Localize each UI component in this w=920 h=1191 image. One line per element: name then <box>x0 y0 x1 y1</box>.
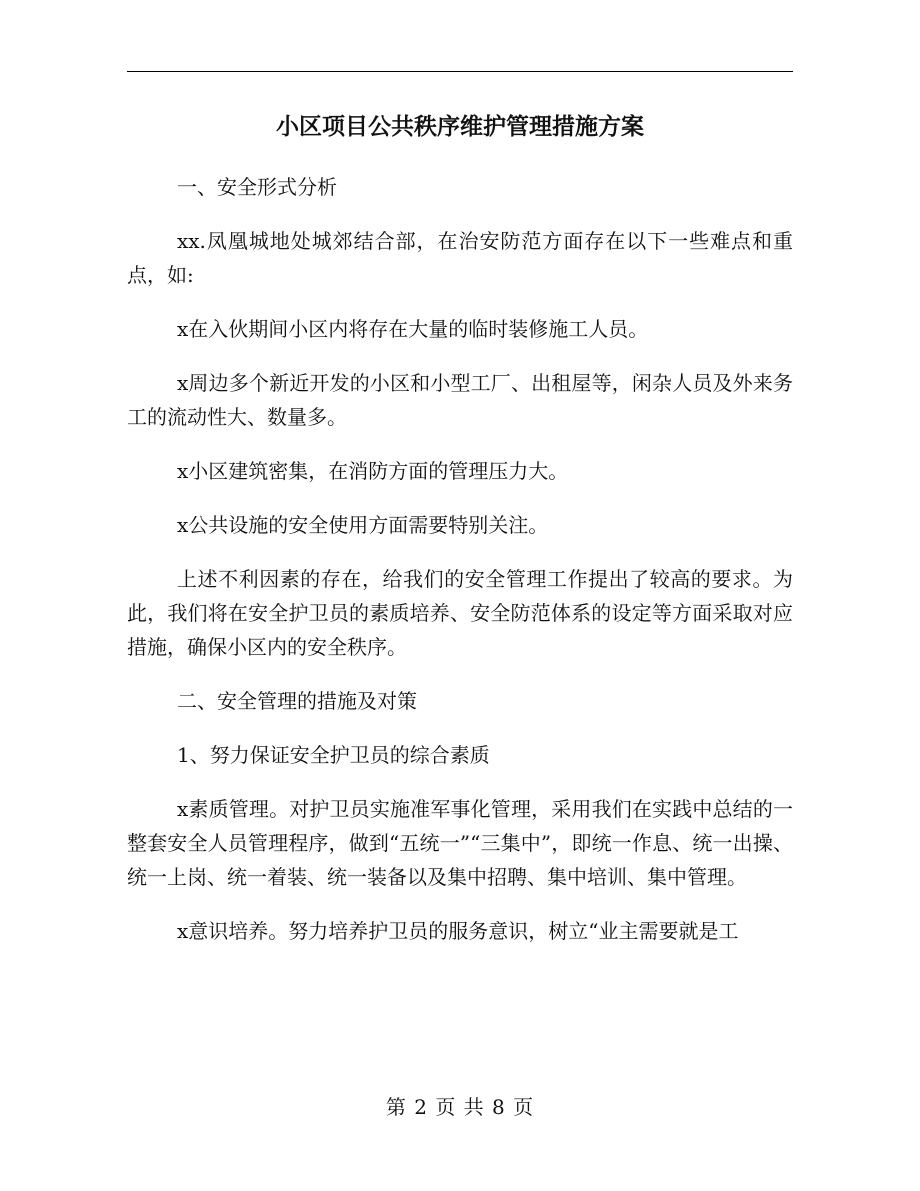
list-item: x小区建筑密集，在消防方面的管理压力大。 <box>177 459 569 483</box>
list-item: x在入伙期间小区内将存在大量的临时装修施工人员。 <box>177 317 649 341</box>
header-divider <box>127 71 793 72</box>
section-heading: 二、安全管理的措施及对策 <box>177 689 417 713</box>
list-item: x周边多个新近开发的小区和小型工厂、出租屋等，闲杂人员及外来务工的流动性大、数量多。 <box>127 371 793 429</box>
list-item: x意识培养。努力培养护卫员的服务意识，树立“业主需要就是工 <box>177 919 739 943</box>
document-body <box>127 170 793 948</box>
page-number: 第 2 页 共 8 页 <box>385 1095 535 1119</box>
paragraph: xx.凤凰城地处城郊结合部，在治安防范方面存在以下一些难点和重点，如: <box>127 229 793 287</box>
subsection-heading: 1、努力保证安全护卫员的综合素质 <box>177 743 490 767</box>
document-title: 小区项目公共秩序维护管理措施方案 <box>276 113 644 140</box>
list-item: x公共设施的安全使用方面需要特别关注。 <box>177 513 549 537</box>
section-heading: 一、安全形式分析 <box>177 175 337 199</box>
list-item: x素质管理。对护卫员实施准军事化管理，采用我们在实践中总结的一整套安全人员管理程序，做到“五统一”“三集中”，即统一作息、统一出操、统一上岗、统一着装、统一装备以及集中招聘、集中培训、集中管理。 <box>127 797 793 889</box>
paragraph: 上述不利因素的存在，给我们的安全管理工作提出了较高的要求。为此，我们将在安全护卫员的素质培养、安全防范体系的设定等方面采取对应措施，确保小区内的安全秩序。 <box>127 567 793 659</box>
